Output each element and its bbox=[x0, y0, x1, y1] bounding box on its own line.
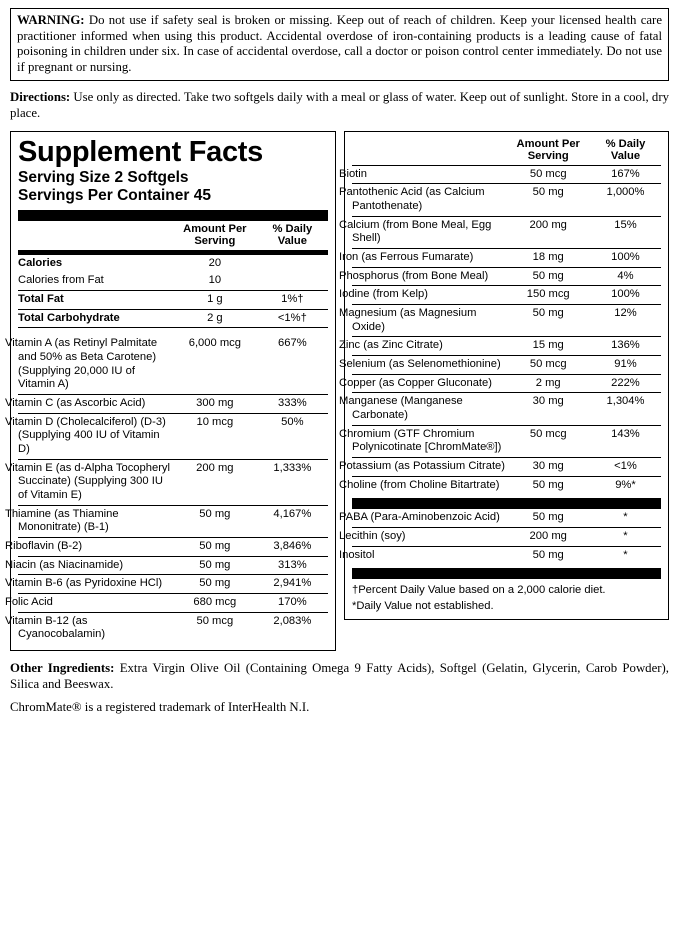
row-dv: 170% bbox=[257, 593, 328, 612]
row-dv: 100% bbox=[590, 249, 661, 268]
table-row bbox=[352, 216, 661, 248]
row-dv: 4,167% bbox=[257, 505, 328, 537]
row-dv: 9%* bbox=[615, 478, 636, 491]
table-row bbox=[352, 355, 661, 374]
row-name: Phosphorus (from Bone Meal) bbox=[352, 267, 507, 286]
table-row bbox=[18, 575, 328, 594]
row-amount: 18 mg bbox=[507, 249, 590, 268]
heavy-rule-middle bbox=[352, 498, 661, 509]
header-dv bbox=[590, 136, 661, 165]
table-row bbox=[352, 509, 661, 527]
row-name: Copper (as Copper Gluconate) bbox=[352, 374, 507, 393]
footnote-daily-value: †Percent Daily Value based on a 2,000 calorie diet. bbox=[352, 584, 606, 597]
row-amount: 6,000 mcg bbox=[173, 335, 257, 394]
row-dv: 1,333% bbox=[257, 459, 328, 505]
row-amount: 50 mcg bbox=[507, 166, 590, 184]
row-name: Thiamine (as Thiamine Mononitrate) (B-1) bbox=[18, 505, 173, 537]
table-row bbox=[352, 374, 661, 393]
row-dv: <1% bbox=[590, 457, 661, 476]
row-dv: 167% bbox=[590, 166, 661, 184]
row-amount: 50 mg bbox=[507, 184, 590, 216]
supplement-facts-right-panel bbox=[339, 131, 669, 621]
footnote-not-established: *Daily Value not established. bbox=[352, 599, 494, 612]
row-amount: 50 mcg bbox=[507, 355, 590, 374]
header-blank bbox=[352, 136, 507, 165]
nutrition-table-left bbox=[18, 221, 328, 250]
row-name: Magnesium (as Magnesium Oxide) bbox=[352, 305, 507, 337]
directions-section bbox=[10, 90, 669, 121]
header-dv-line2: Value bbox=[610, 150, 641, 163]
row-name: Vitamin B-6 (as Pyridoxine HCl) bbox=[18, 575, 173, 594]
row-name: Manganese (Manganese Carbonate) bbox=[352, 393, 507, 425]
row-dv: 15% bbox=[590, 216, 661, 248]
header-amount bbox=[173, 221, 257, 250]
other-ingredients-text: Extra Virgin Olive Oil (Containing Omega 9 Fatty Acids), Softgel (Gelatin, Glycerin, Carob Powder), Silica and Beeswax. bbox=[10, 660, 669, 691]
row-amount: 50 mg bbox=[173, 537, 257, 556]
supplement-facts-title: Supplement Facts bbox=[18, 135, 263, 168]
row-dv: 333% bbox=[257, 395, 328, 414]
nutrition-rows-left bbox=[5, 255, 328, 644]
row-name: Calcium (from Bone Meal, Egg Shell) bbox=[352, 216, 507, 248]
row-name: Biotin bbox=[352, 166, 507, 184]
spacer bbox=[18, 328, 328, 336]
warning-label: WARNING: bbox=[17, 13, 85, 27]
header-dv bbox=[257, 221, 328, 250]
row-name: PABA (Para-Aminobenzoic Acid) bbox=[352, 509, 507, 527]
header-amount-line2: Serving bbox=[527, 150, 569, 163]
row-dv: 50% bbox=[257, 413, 328, 459]
row-amount: 300 mg bbox=[173, 395, 257, 414]
row-dv: * bbox=[590, 509, 661, 527]
nutrition-rows-right-b bbox=[339, 509, 661, 564]
heavy-rule-top bbox=[18, 210, 328, 221]
header-amount-line1: Amount Per bbox=[516, 137, 580, 150]
row-amount: 10 bbox=[173, 272, 257, 290]
row-name: Vitamin A (as Retinyl Palmitate and 50% as Beta Carotene) (Supplying 20,000 IU of Vitamin A) bbox=[18, 335, 173, 394]
table-row bbox=[18, 593, 328, 612]
row-amount: 680 mcg bbox=[173, 593, 257, 612]
header-amount-line2: Serving bbox=[194, 235, 236, 248]
row-dv: 222% bbox=[590, 374, 661, 393]
header-dv-line1: % Daily bbox=[605, 137, 646, 150]
row-dv: 313% bbox=[257, 556, 328, 575]
header-amount-line1: Amount Per bbox=[183, 222, 247, 235]
row-dv: 12% bbox=[590, 305, 661, 337]
row-amount: 2 mg bbox=[507, 374, 590, 393]
row-dv: 143% bbox=[590, 425, 661, 457]
row-dv: * bbox=[623, 548, 628, 561]
row-amount: 50 mcg bbox=[196, 614, 234, 627]
table-row bbox=[18, 537, 328, 556]
row-name: Vitamin E (as d-Alpha Tocopheryl Succinate) (Supplying 300 IU of Vitamin E) bbox=[18, 459, 173, 505]
table-row bbox=[18, 255, 328, 273]
other-ingredients-section bbox=[10, 661, 669, 693]
table-row bbox=[352, 267, 661, 286]
table-row bbox=[352, 184, 661, 216]
row-name: Vitamin C (as Ascorbic Acid) bbox=[18, 395, 173, 414]
table-row bbox=[352, 393, 661, 425]
row-name: Vitamin D (Cholecalciferol) (D-3) (Supplying 400 IU of Vitamin D) bbox=[18, 413, 173, 459]
table-row bbox=[18, 309, 328, 328]
row-amount: 200 mg bbox=[173, 459, 257, 505]
table-header-row bbox=[352, 136, 661, 165]
row-dv: 667% bbox=[257, 335, 328, 394]
table-row bbox=[352, 457, 661, 476]
heavy-rule-bottom bbox=[352, 568, 661, 579]
row-amount: 10 mcg bbox=[173, 413, 257, 459]
servings-per-container: Servings Per Container 45 bbox=[18, 187, 211, 205]
row-name: Chromium (GTF Chromium Polynicotinate [ChromMate®]) bbox=[352, 425, 507, 457]
supplement-facts-panels bbox=[5, 131, 669, 651]
table-row bbox=[18, 272, 328, 290]
row-amount: 30 mg bbox=[507, 393, 590, 425]
other-ingredients-label: Other Ingredients: bbox=[10, 660, 115, 675]
row-name: Inositol bbox=[339, 548, 375, 561]
row-amount: 20 bbox=[208, 256, 222, 269]
row-amount: 1 g bbox=[173, 291, 257, 310]
table-row bbox=[352, 249, 661, 268]
row-name: Niacin (as Niacinamide) bbox=[18, 556, 173, 575]
header-dv-line2: Value bbox=[277, 235, 307, 248]
row-amount: 50 mg bbox=[532, 478, 564, 491]
row-name: Zinc (as Zinc Citrate) bbox=[352, 337, 507, 356]
table-row bbox=[352, 527, 661, 546]
row-dv: 136% bbox=[590, 337, 661, 356]
row-name: Lecithin (soy) bbox=[352, 527, 507, 546]
row-dv bbox=[257, 272, 328, 290]
serving-size: Serving Size 2 Softgels bbox=[18, 169, 189, 187]
header-dv-line1: % Daily bbox=[272, 222, 313, 235]
row-amount: 15 mg bbox=[507, 337, 590, 356]
row-name: Riboflavin (B-2) bbox=[18, 537, 173, 556]
row-amount: 200 mg bbox=[507, 527, 590, 546]
table-row bbox=[352, 166, 661, 184]
row-dv: <1%† bbox=[257, 309, 328, 328]
row-name: Iron (as Ferrous Fumarate) bbox=[352, 249, 507, 268]
row-dv: 3,846% bbox=[257, 537, 328, 556]
table-row bbox=[18, 612, 328, 644]
row-dv: 91% bbox=[590, 355, 661, 374]
table-row bbox=[18, 291, 328, 310]
row-dv bbox=[257, 255, 328, 273]
row-amount: 2 g bbox=[173, 309, 257, 328]
row-name: Total Fat bbox=[18, 291, 173, 310]
table-header-row bbox=[18, 221, 328, 250]
row-amount: 50 mg bbox=[507, 305, 590, 337]
table-row bbox=[18, 395, 328, 414]
row-amount: 50 mg bbox=[173, 575, 257, 594]
warning-text: Do not use if safety seal is broken or missing. Keep out of reach of children. Keep your licensed health care practitioner informed when using this product. Accidental overdose of iron-containing products is a leading cause of fatal poisoning in children under six. In case of accidental overdose, call a doctor or poison control center immediately. Do not use if pregnant or nursing. bbox=[17, 13, 662, 74]
row-amount: 50 mg bbox=[507, 509, 590, 527]
row-amount: 50 mcg bbox=[507, 425, 590, 457]
nutrition-rows-right bbox=[339, 166, 661, 494]
row-amount: 200 mg bbox=[507, 216, 590, 248]
directions-text: Use only as directed. Take two softgels daily with a meal or glass of water. Keep out of sunlight. Store in a cool, dry place. bbox=[10, 90, 669, 121]
row-dv: 2,941% bbox=[257, 575, 328, 594]
table-row bbox=[352, 337, 661, 356]
table-row bbox=[18, 556, 328, 575]
table-row bbox=[352, 425, 661, 457]
row-amount: 50 mg bbox=[173, 556, 257, 575]
header-blank bbox=[18, 221, 173, 250]
row-name: Total Carbohydrate bbox=[18, 309, 173, 328]
table-row bbox=[18, 459, 328, 505]
table-row bbox=[18, 505, 328, 537]
row-amount: 50 mg bbox=[173, 505, 257, 537]
table-row bbox=[352, 286, 661, 305]
row-amount: 50 mg bbox=[532, 548, 564, 561]
row-amount: 50 mg bbox=[507, 267, 590, 286]
table-row bbox=[352, 305, 661, 337]
row-name: Potassium (as Potassium Citrate) bbox=[352, 457, 507, 476]
supplement-facts-left-panel bbox=[5, 131, 336, 651]
row-amount: 30 mg bbox=[507, 457, 590, 476]
row-dv: * bbox=[590, 527, 661, 546]
warning-box bbox=[10, 8, 669, 81]
row-name: Choline (from Choline Bitartrate) bbox=[339, 478, 500, 491]
row-name: Calories bbox=[18, 256, 63, 269]
directions-label: Directions: bbox=[10, 90, 71, 105]
row-dv: 1,000% bbox=[590, 184, 661, 216]
row-dv: 4% bbox=[590, 267, 661, 286]
row-dv: 2,083% bbox=[273, 614, 312, 627]
row-name: Iodine (from Kelp) bbox=[352, 286, 507, 305]
table-row bbox=[18, 335, 328, 394]
row-name: Calories from Fat bbox=[18, 272, 173, 290]
trademark-note: ChromMate® is a registered trademark of InterHealth N.I. bbox=[10, 699, 310, 714]
row-amount: 150 mcg bbox=[507, 286, 590, 305]
table-row bbox=[352, 476, 661, 494]
table-row bbox=[352, 546, 661, 564]
row-name: Vitamin B-12 (as Cyanocobalamin) bbox=[5, 614, 106, 641]
row-name: Pantothenic Acid (as Calcium Pantothenate) bbox=[352, 184, 507, 216]
table-row bbox=[18, 413, 328, 459]
row-dv: 1,304% bbox=[590, 393, 661, 425]
row-dv: 1%† bbox=[257, 291, 328, 310]
row-dv: 100% bbox=[590, 286, 661, 305]
row-name: Folic Acid bbox=[18, 593, 173, 612]
nutrition-table-right-header bbox=[352, 136, 661, 165]
header-amount bbox=[507, 136, 590, 165]
row-name: Selenium (as Selenomethionine) bbox=[352, 355, 507, 374]
